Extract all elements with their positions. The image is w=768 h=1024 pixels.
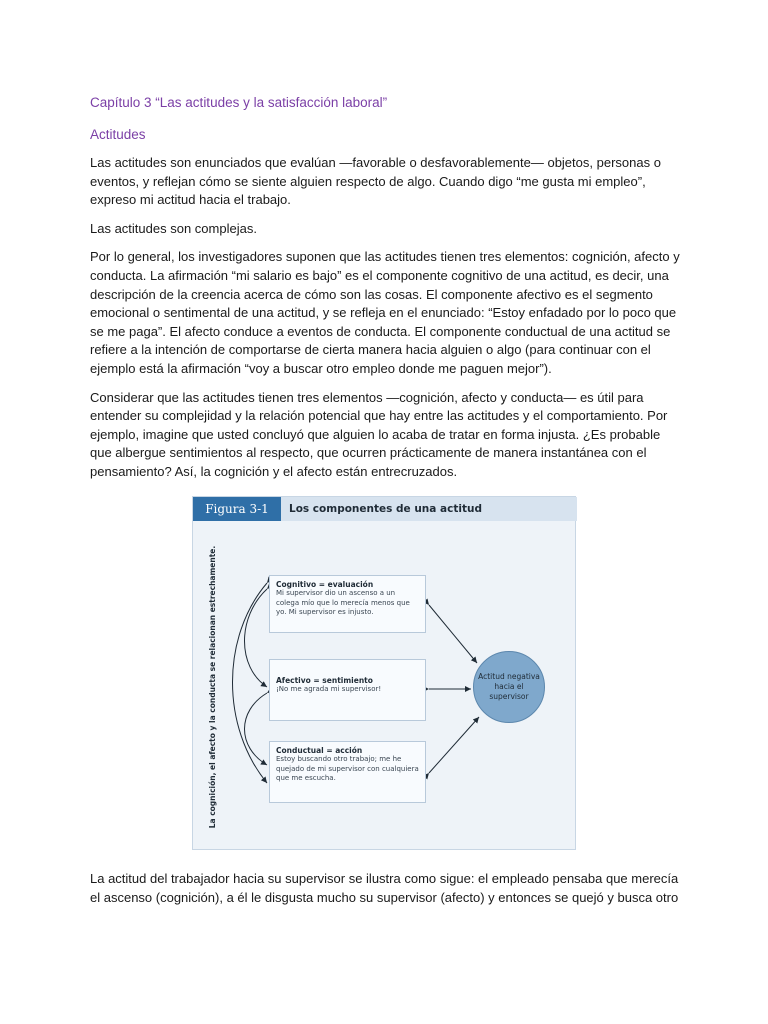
figure-side-caption: La cognición, el afecto y la conducta se relacionan estrechamente. xyxy=(208,545,217,829)
behavioral-text: Estoy buscando otro trabajo; me he quejado de mi supervisor con cualquiera que me escucha. xyxy=(276,755,419,782)
arrow-behavioral-attitude xyxy=(429,717,479,773)
arrow-cognitive-attitude xyxy=(429,605,477,663)
figure-label: Figura 3-1 xyxy=(193,497,281,521)
paragraph-1: Las actitudes son enunciados que evalúan —favorable o desfavorablemente— objetos, personas o eventos, y reflejan cómo se siente alguien respecto de algo. Cuando digo “me gusta mi empleo”, expreso mi actitud hacia el trabajo. xyxy=(90,155,661,208)
cognitive-title: Cognitivo = evaluación xyxy=(276,580,374,589)
figure-3-1 xyxy=(192,496,576,850)
cognitive-box xyxy=(269,575,426,633)
document-body xyxy=(90,94,680,492)
attitude-circle-text: Actitud negativa hacia el supervisor xyxy=(478,672,540,701)
chapter-title: Capítulo 3 “Las actitudes y la satisfacción laboral” xyxy=(90,95,388,110)
arrow-affective-behavioral xyxy=(245,693,268,765)
document-body-continued xyxy=(90,870,680,917)
behavioral-box xyxy=(269,741,426,803)
affective-box xyxy=(269,659,426,721)
section-title: Actitudes xyxy=(90,127,146,142)
cognitive-text: Mi supervisor dio un ascenso a un colega mío que lo merecía menos que yo. Mi supervisor es injusto. xyxy=(276,589,410,616)
behavioral-title: Conductual = acción xyxy=(276,746,363,755)
paragraph-4: Considerar que las actitudes tienen tres elementos —cognición, afecto y conducta— es útil para entender su complejidad y la relación potencial que hay entre las actitudes y el comportamiento. Por ejemplo, imagine que usted concluyó que alguien lo acaba de tratar en forma injusta. ¿Es probable que albergue sentimientos al respecto, que ocurren prácticamente de manera instantánea con el pensamiento? Así, la cognición y el afecto están entrecruzados. xyxy=(90,389,668,479)
affective-title: Afectivo = sentimiento xyxy=(276,676,373,685)
paragraph-3: Por lo general, los investigadores suponen que las actitudes tienen tres elementos: cognición, afecto y conducta. La afirmación “mi salario es bajo” es el componente cognitivo de una actitud, es decir, una descripción de la creencia acerca de cómo son las cosas. El componente afectivo es el segmento emocional o sentimental de una actitud, y se refleja en el enunciado: “Estoy enfadado por lo poco que se me paga”. El afecto conduce a eventos de conducta. El componente conductual de una actitud se refiere a la intención de comportarse de cierta manera hacia alguien o algo (para continuar con el ejemplo está la afirmación “voy a buscar otro empleo donde me paguen mejor”). xyxy=(90,249,680,376)
arrow-cognitive-affective xyxy=(245,589,268,687)
paragraph-2: Las actitudes son complejas. xyxy=(90,220,257,236)
attitude-circle xyxy=(473,651,545,723)
paragraph-5: La actitud del trabajador hacia su supervisor se ilustra como sigue: el empleado pensaba que merecía el ascenso (cognición), a él le disgusta mucho su supervisor (afecto) y entonces se quejó y busca otro xyxy=(90,871,679,905)
affective-text: ¡No me agrada mi supervisor! xyxy=(276,685,382,694)
figure-title: Los componentes de una actitud xyxy=(289,503,482,515)
